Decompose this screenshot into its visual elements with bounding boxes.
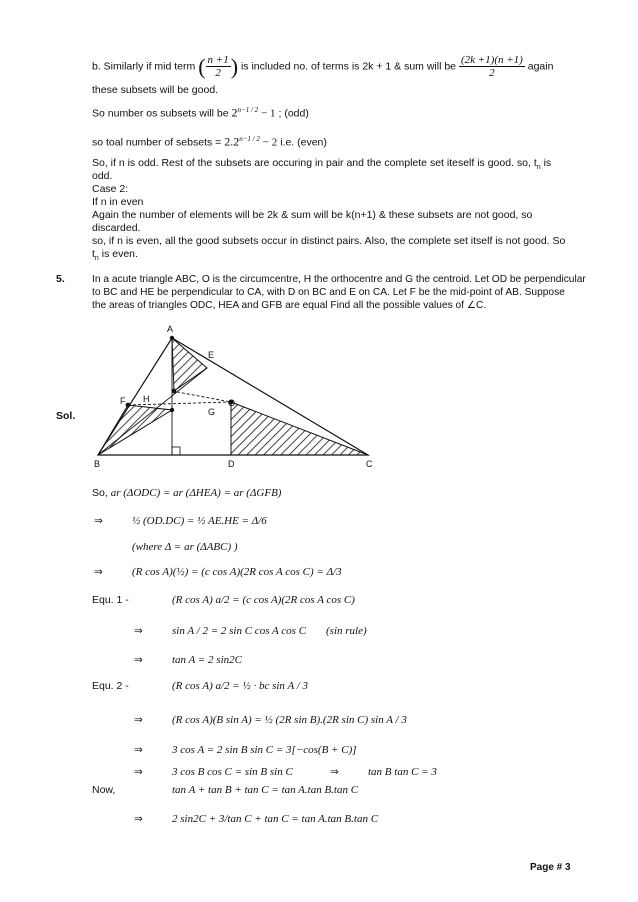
- implies-2: ⇒: [94, 566, 103, 578]
- part-b-line2: these subsets will be good.: [92, 84, 219, 96]
- if-even-line: If n in even: [92, 196, 144, 208]
- label-g: G: [208, 407, 216, 417]
- total-tail: − 2: [262, 136, 278, 149]
- label-c: C: [366, 459, 373, 469]
- equ2-c: 3 cos A = 2 sin B sin C = 3[−cos(B + C)]: [172, 744, 357, 756]
- equ2-d2: tan B tan C = 3: [368, 766, 437, 778]
- odd-para-sub: n: [536, 164, 541, 172]
- equ1-eq: (R cos A) a/2 = (c cos A)(2R cos A cos C): [172, 594, 355, 606]
- now-eq: tan A + tan B + tan C = tan A.tan B.tan C: [172, 784, 359, 796]
- equ2-d: 3 cos B cos C = sin B sin C: [172, 766, 293, 778]
- sol-eq-areas: ar (ΔODC) = ar (ΔHEA) = ar (ΔGFB): [110, 487, 282, 499]
- even-line4-sub: n: [94, 255, 99, 263]
- equ2-eq: (R cos A) a/2 = ½ · bc sin A / 3: [172, 680, 309, 692]
- label-h: H: [143, 394, 150, 404]
- sol-eq-half: ½ (OD.DC) = ½ AE.HE = Δ/6: [132, 515, 267, 527]
- sin-rule-note: (sin rule): [326, 625, 367, 637]
- even-line3: so, if n is even, all the good subsets occur in distinct pairs. Also, the complete set itself is not good. So: [92, 235, 566, 247]
- subsets-tail: − 1: [261, 107, 276, 120]
- equ2-label: Equ. 2 -: [92, 680, 129, 692]
- subsets-lead: So number os subsets will be: [92, 107, 229, 120]
- question-line1: In a acute triangle ABC, O is the circumcentre, H the orthocentre and G the centroid. Let OD be perpendicular: [92, 274, 586, 285]
- triangle-hea: [172, 338, 207, 391]
- equ1-b: sin A / 2 = 2 sin C cos A cos C: [172, 625, 307, 637]
- sum-den: 2: [489, 67, 495, 79]
- implies-9: ⇒: [134, 813, 143, 825]
- label-o: O: [228, 398, 236, 408]
- sum-fraction: [459, 54, 525, 79]
- now-label: Now,: [92, 784, 116, 796]
- sol-so: So,: [92, 487, 108, 499]
- implies-7: ⇒: [134, 766, 143, 778]
- triangle-odc: [231, 402, 368, 455]
- implies-3: ⇒: [134, 625, 143, 637]
- triangle-gfb: [98, 405, 172, 455]
- implies-1: ⇒: [94, 515, 103, 527]
- subsets-exp: n−1 / 2: [237, 106, 259, 114]
- total-note: i.e. (even): [280, 136, 327, 149]
- equ2-b: (R cos A)(B sin A) = ½ (2R sin B).(2R sin C) sin A / 3: [172, 714, 407, 726]
- total-exp: n−1 / 2: [239, 135, 260, 143]
- question-line3: the areas of triangles ODC, HEA and GFB are equal Find all the possible values of ∠C.: [92, 300, 487, 311]
- triangle-figure: [86, 318, 386, 470]
- subsets-base: 2: [231, 105, 238, 120]
- subsets-line: [92, 104, 309, 121]
- sum-num: (2k +1)(n +1): [460, 54, 523, 66]
- total-base: 2.2: [224, 134, 240, 149]
- mid-term-den: 2: [215, 67, 221, 79]
- question-number: 5.: [56, 273, 65, 285]
- odd-para-text: So, if n is odd. Rest of the subsets are occuring in pair and the complete set iteself is good. so, t: [92, 157, 537, 169]
- equ1-c: tan A = 2 sin2C: [172, 654, 242, 666]
- total-lead: so toal number of sebsets =: [92, 136, 222, 149]
- final-eq: 2 sin2C + 3/tan C + tan C = tan A.tan B.tan C: [172, 813, 379, 825]
- implies-5: ⇒: [134, 714, 143, 726]
- even-line4-t: t: [92, 248, 95, 260]
- odd-para-line2: odd.: [92, 170, 113, 182]
- part-b-tail: again: [527, 60, 554, 73]
- page-number: Page # 3: [530, 862, 571, 873]
- question-line2: to BC and HE be perpendicular to CA, with D on BC and E on CA. Let F be the mid-point of AB. Suppose: [92, 287, 565, 298]
- sol-area-line: [92, 487, 281, 500]
- subsets-note: ; (odd): [278, 107, 309, 120]
- equ1-label: Equ. 1 -: [92, 594, 129, 606]
- even-line2: discarded.: [92, 222, 141, 234]
- label-e: E: [208, 350, 215, 360]
- part-b-middle: is included no. of terms is 2k + 1 & sum will be: [240, 60, 457, 73]
- label-b: B: [94, 459, 101, 469]
- odd-para-end: is: [543, 157, 552, 169]
- sol-where: (where Δ = ar (ΔABC) ): [132, 541, 238, 553]
- total-line: [92, 133, 327, 150]
- label-d: D: [228, 459, 235, 469]
- implies-8: ⇒: [330, 766, 339, 778]
- label-a: A: [167, 324, 174, 334]
- case2-heading: Case 2:: [92, 183, 129, 195]
- even-line4: [92, 248, 138, 265]
- part-b-lead: b. Similarly if mid term: [92, 60, 196, 73]
- implies-4: ⇒: [134, 654, 143, 666]
- even-line1: Again the number of elements will be 2k & sum will be k(n+1) & these subsets are not good, so: [92, 209, 533, 221]
- odd-para-line1: [92, 157, 551, 174]
- label-f: F: [120, 396, 126, 406]
- implies-6: ⇒: [134, 744, 143, 756]
- solution-label: Sol.: [56, 410, 76, 422]
- mid-term-num: n +1: [207, 54, 229, 66]
- mid-term-fraction: [206, 54, 231, 79]
- sol-eq-rcos: (R cos A)(½) = (c cos A)(2R cos A cos C) = Δ/3: [132, 566, 342, 578]
- even-line4-text: is even.: [101, 248, 138, 260]
- part-b-mid-term-line: b. Similarly if mid term ( $\frac{n +1}{2}$ ) is included no. of terms is 2k + 1 & sum will be $\frac{(2k +1)(n +1)}{2}$ again: [92, 54, 554, 79]
